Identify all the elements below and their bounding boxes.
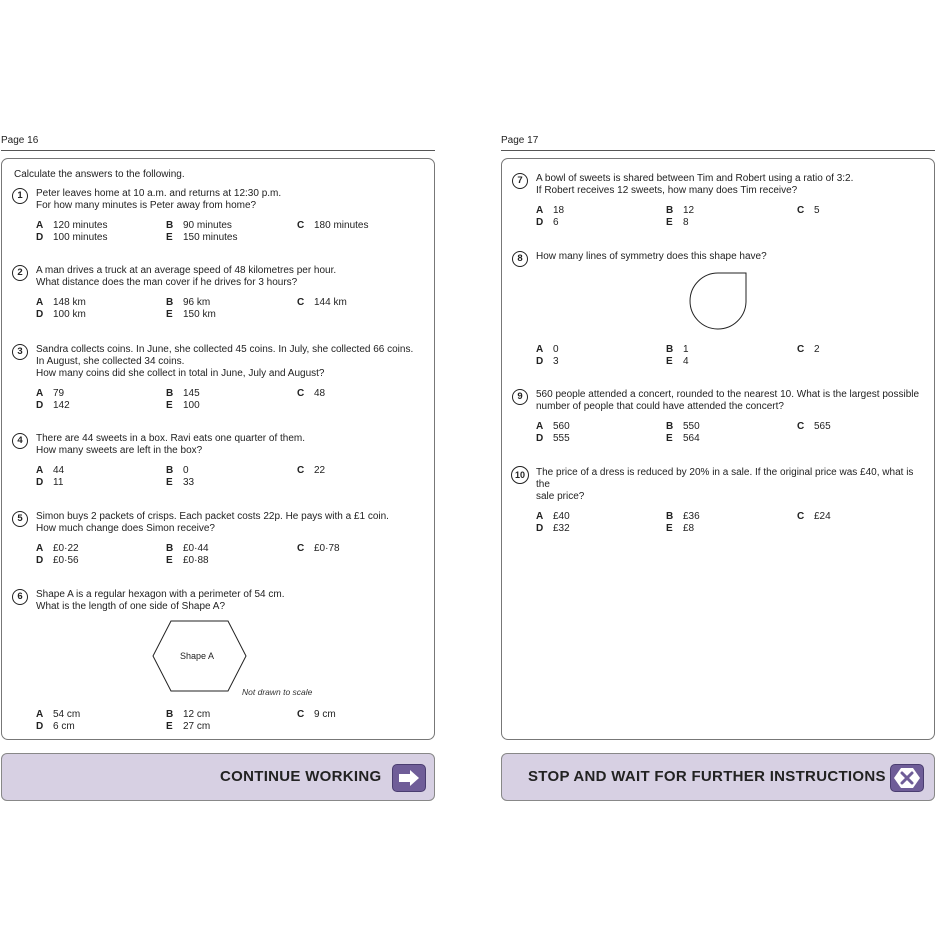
question-7 [512, 173, 922, 231]
question-number: 8 [512, 251, 528, 267]
question-text: The price of a dress is reduced by 20% in a sale. If the original price was £40, what is the sale price? [536, 467, 914, 502]
option-d[interactable]: D 3 [536, 356, 559, 367]
option-b[interactable]: B £36 [666, 511, 700, 522]
option-c[interactable]: C 5 [797, 205, 820, 216]
option-e[interactable]: E 8 [666, 217, 689, 228]
option-e[interactable]: E £8 [666, 523, 695, 534]
option-e[interactable]: E 150 km [166, 309, 216, 320]
question-5 [12, 511, 422, 569]
page-16 [1, 134, 435, 785]
option-b[interactable]: B 12 [666, 205, 695, 216]
option-a[interactable]: A 148 km [36, 297, 86, 308]
option-b[interactable]: B 90 minutes [166, 220, 232, 231]
question-number: 3 [12, 344, 28, 360]
option-a[interactable]: A 120 minutes [36, 220, 108, 231]
option-b[interactable]: B 12 cm [166, 709, 211, 720]
answer-options [36, 465, 422, 491]
option-e[interactable]: E 33 [166, 477, 195, 488]
option-a[interactable]: A 560 [536, 421, 570, 432]
question-number: 6 [12, 589, 28, 605]
option-e[interactable]: E 4 [666, 356, 689, 367]
question-2 [12, 265, 422, 323]
stop-x-icon [890, 764, 924, 792]
question-6 [12, 589, 422, 735]
banner-text: STOP AND WAIT FOR FURTHER INSTRUCTIONS [528, 768, 886, 785]
instructions: Calculate the answers to the following. [14, 169, 185, 180]
shape-label: Shape A [179, 651, 215, 661]
continue-working-banner[interactable] [1, 753, 435, 801]
option-e[interactable]: E 150 minutes [166, 232, 238, 243]
question-number: 4 [12, 433, 28, 449]
question-10 [512, 467, 922, 537]
question-number: 2 [12, 265, 28, 281]
page-number: Page 16 [1, 135, 39, 146]
page-rule [501, 150, 935, 151]
question-text: 560 people attended a concert, rounded to the nearest 10. What is the largest possible number of people that could have attended the concert? [536, 389, 920, 412]
option-c[interactable]: C 48 [297, 388, 326, 399]
teardrop-shape [512, 269, 922, 335]
question-1 [12, 188, 422, 246]
option-a[interactable]: A £0·22 [36, 543, 79, 554]
question-text: There are 44 sweets in a box. Ravi eats one quarter of them. How many sweets are left in the box? [36, 433, 306, 456]
question-number: 7 [512, 173, 528, 189]
question-number: 10 [511, 466, 529, 484]
option-d[interactable]: D 11 [36, 477, 64, 488]
question-panel-left [1, 158, 435, 740]
option-d[interactable]: D 6 cm [36, 721, 75, 732]
option-c[interactable]: C 2 [797, 344, 820, 355]
option-e[interactable]: E 100 [166, 400, 200, 411]
question-4 [12, 433, 422, 491]
question-text: Shape A is a regular hexagon with a perimeter of 54 cm. What is the length of one side of Shape A? [36, 589, 285, 612]
banner-text: CONTINUE WORKING [220, 768, 382, 785]
option-b[interactable]: B 96 km [166, 297, 211, 308]
answer-options [536, 205, 922, 231]
option-a[interactable]: A 0 [536, 344, 559, 355]
option-c[interactable]: C 9 cm [297, 709, 336, 720]
question-3 [12, 344, 422, 414]
option-b[interactable]: B 145 [166, 388, 200, 399]
answer-options [536, 511, 922, 537]
option-c[interactable]: C £0·78 [297, 543, 340, 554]
option-e[interactable]: E 564 [666, 433, 700, 444]
question-text: Simon buys 2 packets of crisps. Each packet costs 22p. He pays with a £1 coin. How much change does Simon receive? [36, 511, 389, 534]
option-c[interactable]: C 565 [797, 421, 831, 432]
stop-and-wait-banner[interactable] [501, 753, 935, 801]
answer-options [36, 297, 422, 323]
answer-options [36, 543, 422, 569]
question-8 [512, 251, 922, 370]
option-d[interactable]: D 100 minutes [36, 232, 108, 243]
option-e[interactable]: E 27 cm [166, 721, 211, 732]
question-number: 5 [12, 511, 28, 527]
option-d[interactable]: D 142 [36, 400, 70, 411]
answer-options [36, 709, 422, 735]
right-arrow-icon [392, 764, 426, 792]
answer-options [536, 344, 922, 370]
question-panel-right [501, 158, 935, 740]
option-c[interactable]: C £24 [797, 511, 831, 522]
question-text: How many lines of symmetry does this shape have? [536, 251, 767, 262]
question-text: Peter leaves home at 10 a.m. and returns at 12:30 p.m. For how many minutes is Peter away from home? [36, 188, 282, 211]
option-b[interactable]: B 550 [666, 421, 700, 432]
option-b[interactable]: B 0 [166, 465, 189, 476]
option-a[interactable]: A 54 cm [36, 709, 81, 720]
question-text: A bowl of sweets is shared between Tim and Robert using a ratio of 3:2. If Robert receives 12 sweets, how many does Tim receive? [536, 173, 854, 196]
option-b[interactable]: B 1 [666, 344, 689, 355]
option-e[interactable]: E £0·88 [166, 555, 209, 566]
scale-note: Not drawn to scale [242, 687, 313, 697]
option-d[interactable]: D £0·56 [36, 555, 79, 566]
option-a[interactable]: A 79 [36, 388, 65, 399]
option-d[interactable]: D 100 km [36, 309, 86, 320]
answer-options [36, 220, 422, 246]
answer-options [36, 388, 422, 414]
question-9 [512, 389, 922, 447]
option-c[interactable]: C 144 km [297, 297, 347, 308]
page-17 [501, 134, 935, 785]
option-c[interactable]: C 22 [297, 465, 326, 476]
question-text: Sandra collects coins. In June, she collected 45 coins. In July, she collected 66 coins. In August, she collected 34 coins. How many coins did she collect in total in June, July and August? [36, 344, 414, 379]
page-rule [1, 150, 435, 151]
question-number: 1 [12, 188, 28, 204]
option-d[interactable]: D 6 [536, 217, 559, 228]
question-text: A man drives a truck at an average speed of 48 kilometres per hour. What distance does the man cover if he drives for 3 hours? [36, 265, 337, 288]
option-c[interactable]: C 180 minutes [297, 220, 369, 231]
option-a[interactable]: A £40 [536, 511, 570, 522]
option-a[interactable]: A 44 [36, 465, 65, 476]
option-b[interactable]: B £0·44 [166, 543, 209, 554]
page-number: Page 17 [501, 135, 539, 146]
answer-options [536, 421, 922, 447]
teardrop-figure [512, 269, 922, 335]
question-number: 9 [512, 389, 528, 405]
option-d[interactable]: D £32 [536, 523, 570, 534]
option-a[interactable]: A 18 [536, 205, 565, 216]
shape-figure [12, 615, 422, 705]
option-d[interactable]: D 555 [536, 433, 570, 444]
